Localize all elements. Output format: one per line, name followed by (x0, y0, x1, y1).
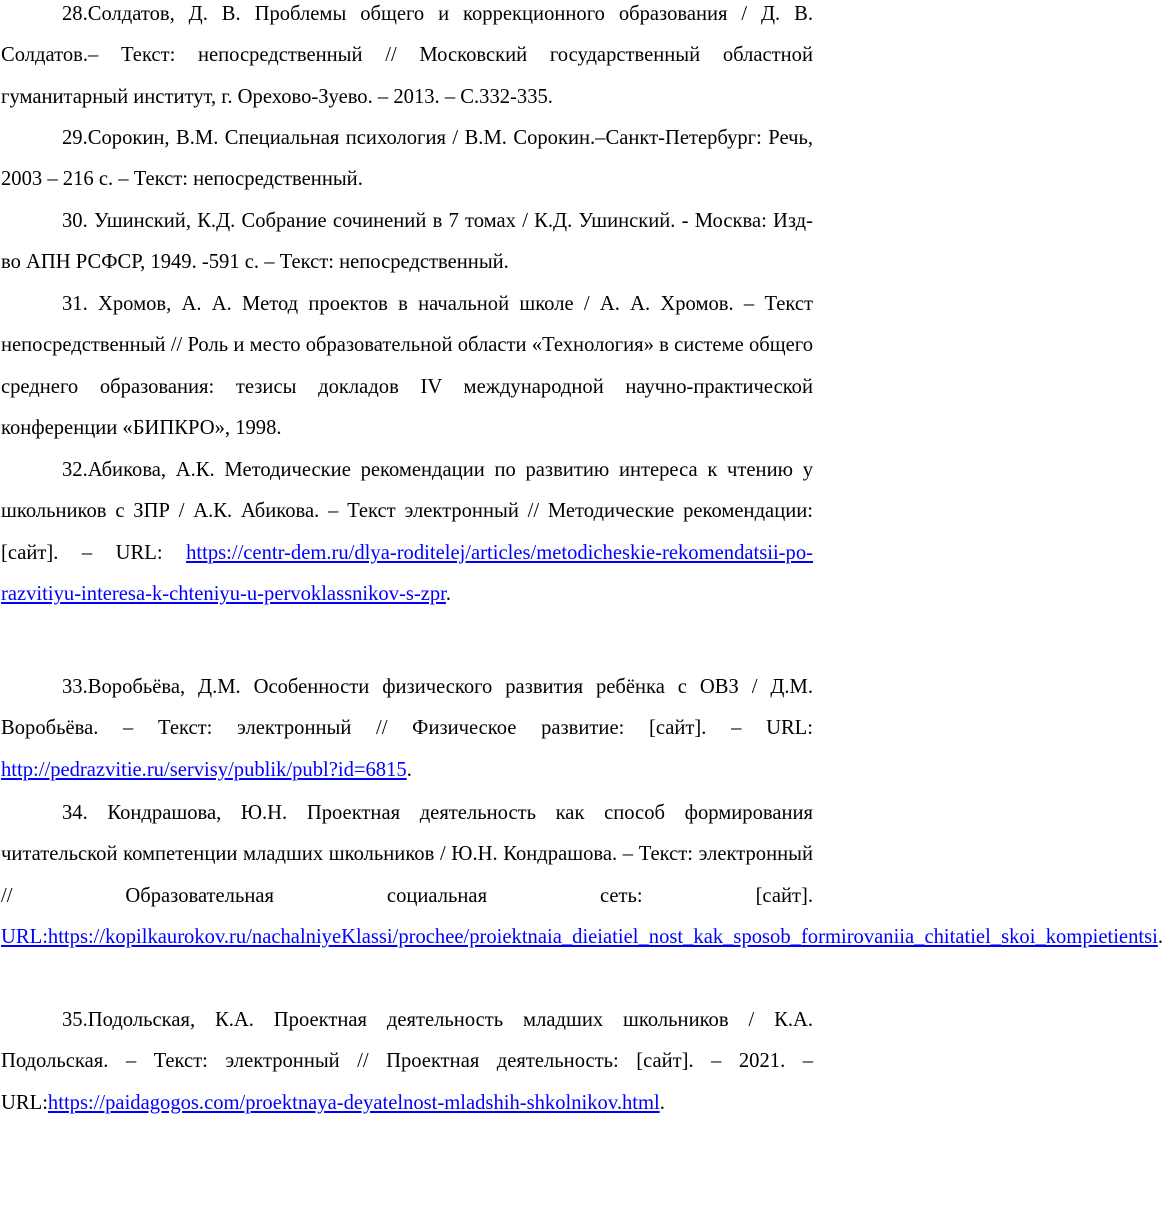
reference-end-period: . (659, 1091, 665, 1114)
reference-end-period: . (1157, 926, 1163, 949)
reference-number: 31. (62, 293, 98, 315)
reference-number: 28. (62, 3, 88, 25)
reference-number: 35. (62, 1009, 88, 1031)
reference-text: Воробьёва, Д.М. Особенности физического развития ребёнка с ОВЗ / Д.М. Воробьёва. – Текст: электронный // Физическое развитие: [сайт]. – URL: (1, 676, 813, 740)
reference-text: Сорокин, В.М. Специальная психология / В.М. Сорокин.–Санкт-Петербург: Речь, 2003 – 216 с. – Текст: непосредственный. (1, 127, 813, 191)
reference-link[interactable]: https://centr-dem.ru/dlya-roditelej/articles/metodicheskie-rekomendatsii-po-razvitiyu-interesa-k-chteniyu-u-pervoklassnikov-s-zpr (1, 541, 813, 606)
reference-29 (1, 118, 813, 201)
reference-link[interactable]: URL:https://kopilkaurokov.ru/nachalniyeKlassi/prochee/proiektnaia_dieiatiel_nost_kak_sposob_formirovaniia_chitatiel_skoi_kompietientsi (1, 926, 1158, 949)
reference-31 (1, 284, 813, 450)
reference-end-period: . (445, 583, 452, 606)
reference-number: 34. (62, 802, 108, 824)
reference-link[interactable]: http://pedrazvitie.ru/servisy/publik/publ?id=6815 (1, 758, 407, 781)
reference-35 (1, 1000, 813, 1124)
reference-text: Ушинский, К.Д. Собрание сочинений в 7 томах / К.Д. Ушинский. - Москва: Изд-во АПН РСФСР, 1949. -591 с. – Текст: непосредственный. (1, 210, 813, 274)
reference-28 (1, 0, 813, 118)
reference-text: Солдатов, Д. В. Проблемы общего и коррекционного образования / Д. В. Солдатов.– Текст: непосредственный // Московский государственный областной гуманитарный институт, г. Орехово-Зуево. – 2013. – С.332-335. (1, 3, 813, 108)
reference-text: Подольская, К.А. Проектная деятельность младших школьников / К.А. Подольская. – Текст: электронный // Проектная деятельность: [сайт]. – 2021. – URL: (1, 1009, 813, 1114)
reference-33 (1, 667, 813, 791)
reference-end-period: . (406, 758, 412, 781)
reference-number: 29. (62, 127, 88, 149)
reference-number: 30. (62, 210, 94, 232)
reference-number: 33. (62, 676, 88, 698)
reference-number: 32. (62, 459, 88, 481)
reference-text: Кондрашова, Ю.Н. Проектная деятельность как способ формирования читательской компетенции младших школьников / Ю.Н. Кондрашова. – Текст: электронный // Образовательная социальная сеть: [сайт]. (1, 802, 813, 907)
reference-32 (1, 450, 813, 616)
reference-34 (1, 793, 1163, 959)
reference-text: Хромов, А. А. Метод проектов в начальной школе / А. А. Хромов. – Текст непосредственный // Роль и место образовательной области «Технология» в системе общего среднего образования: тезисы докладов IV международной научно-практической конференции «БИПКРО», 1998. (1, 293, 814, 440)
reference-30 (1, 201, 813, 284)
reference-text: Абикова, А.К. Методические рекомендации по развитию интереса к чтению у школьников с ЗПР / А.К. Абикова. – Текст электронный // Методические рекомендации: [сайт]. – URL: (1, 459, 813, 564)
reference-link[interactable]: https://paidagogos.com/proektnaya-deyatelnost-mladshih-shkolnikov.html (47, 1091, 660, 1114)
